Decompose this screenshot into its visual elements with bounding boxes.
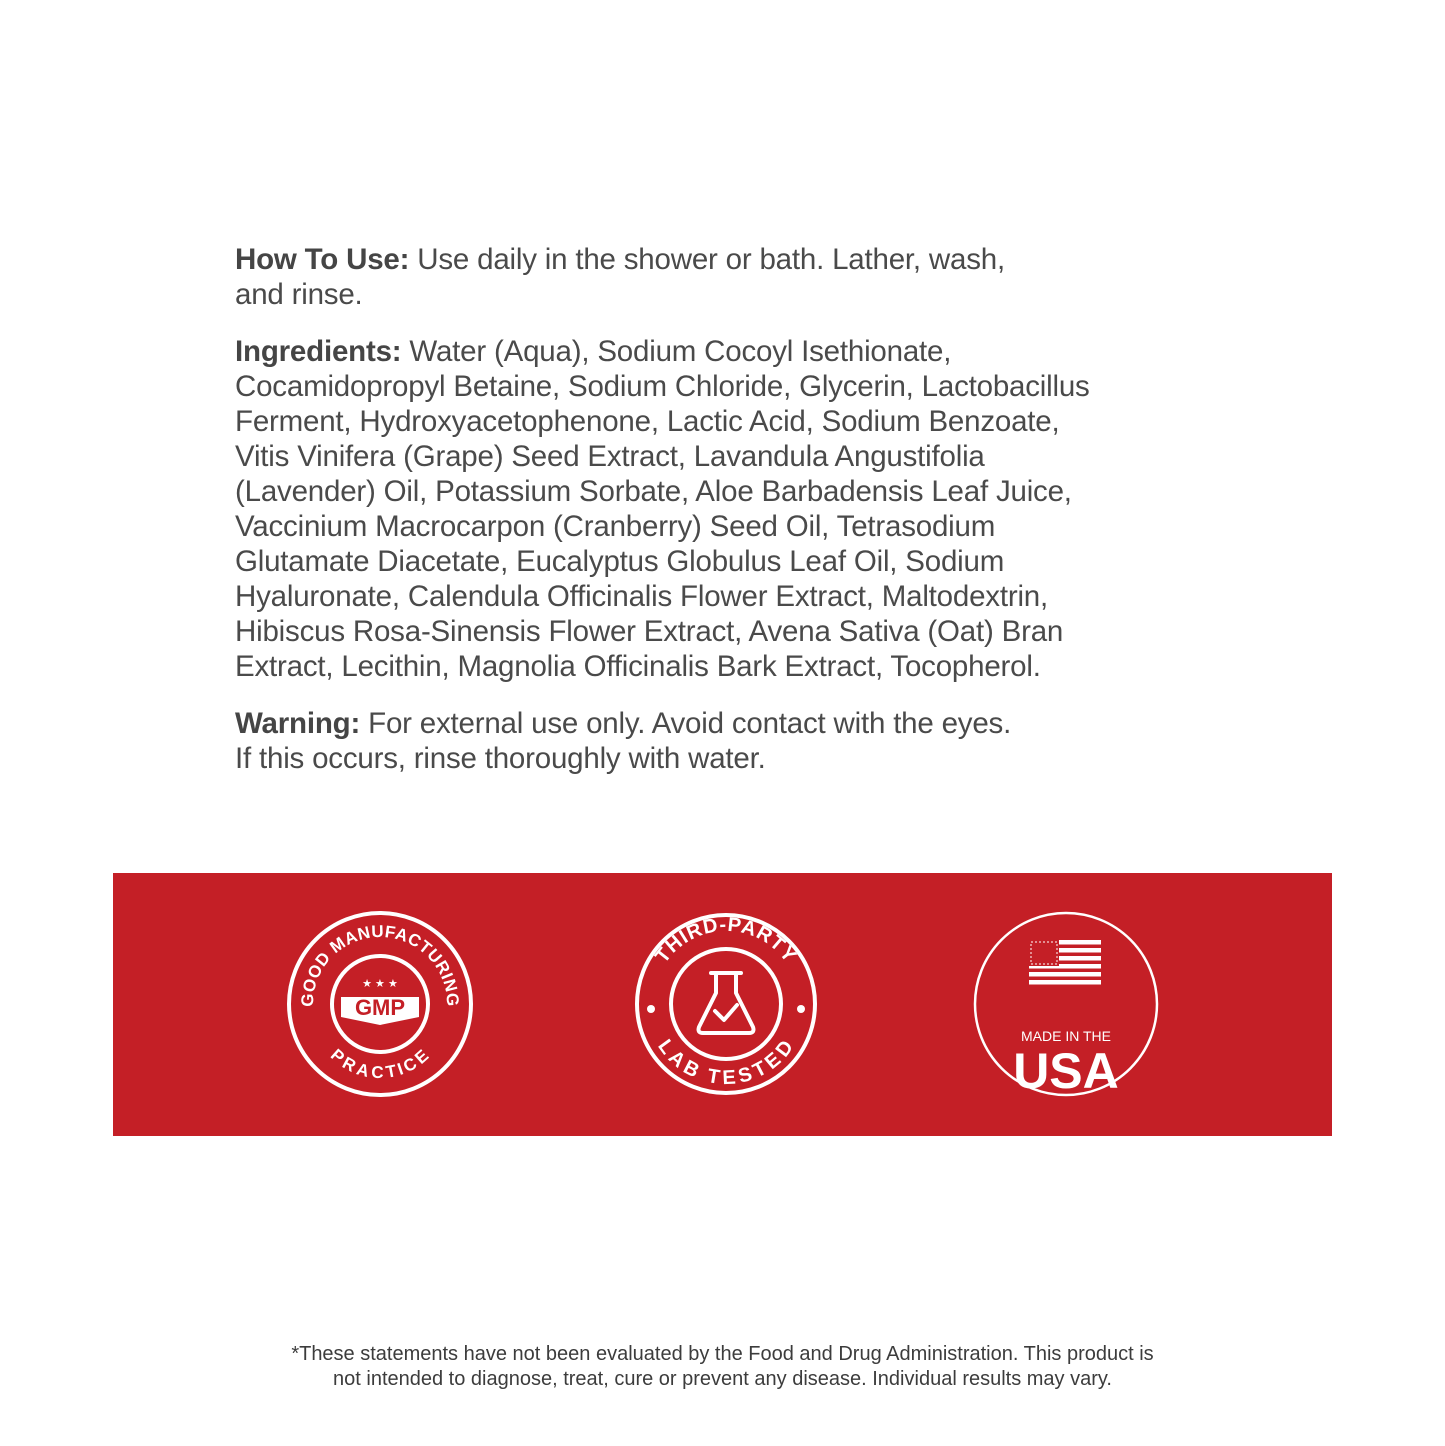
ingredients-line: (Lavender) Oil, Potassium Sorbate, Aloe Barbadensis Leaf Juice, [235, 475, 1072, 508]
lab-top-arc-text: THIRD-PARTY [651, 913, 801, 968]
svg-text:LAB TESTED [653, 1036, 798, 1090]
lab-bottom-arc-text: LAB TESTED [653, 1035, 799, 1090]
ingredients-line: Cocamidopropyl Betaine, Sodium Chloride, Glycerin, Lactobacillus [235, 370, 1090, 403]
fda-disclaimer [200, 1342, 1245, 1392]
flask-check-icon [699, 973, 754, 1033]
ingredients-section [235, 334, 1215, 684]
ingredients-line: Extract, Lecithin, Magnolia Officinalis Bark Extract, Tocopherol. [235, 650, 1041, 683]
usa-text: USA [1013, 1043, 1119, 1099]
ingredients-line: Ferment, Hydroxyacetophenone, Lactic Acid, Sodium Benzoate, [235, 405, 1060, 438]
disclaimer-line-2: not intended to diagnose, treat, cure or prevent any disease. Individual results may vary. [333, 1368, 1112, 1390]
svg-text:THIRD-PARTY [651, 914, 801, 967]
gmp-center-text: GMP [354, 995, 406, 1020]
warning-section [235, 706, 1215, 776]
lab-tested-badge [631, 909, 821, 1099]
ingredients-line: Vaccinium Macrocarpon (Cranberry) Seed Oil, Tetrasodium [235, 510, 996, 543]
ingredients-line: Water (Aqua), Sodium Cocoyl Isethionate, [409, 335, 952, 368]
gmp-badge [285, 909, 475, 1099]
how-to-use-line-2: and rinse. [235, 278, 363, 311]
gmp-top-arc-text: GOOD MANUFACTURING [297, 921, 463, 1008]
warning-label: Warning: [235, 707, 361, 740]
made-in-the-text: MADE IN THE [1021, 1028, 1111, 1044]
ingredients-line: Vitis Vinifera (Grape) Seed Extract, Lavandula Angustifolia [235, 440, 985, 473]
certification-band [113, 873, 1332, 1136]
made-in-usa-badge [971, 909, 1161, 1099]
how-to-use-line-1: Use daily in the shower or bath. Lather, wash, [417, 243, 1005, 276]
star-icon: ★ ★ ★ [362, 978, 398, 990]
how-to-use-section [235, 242, 1215, 312]
warning-line-2: If this occurs, rinse thoroughly with water. [235, 742, 766, 775]
gmp-bottom-arc-text: PRACTICE [326, 1045, 434, 1083]
product-info [235, 242, 1215, 798]
ingredients-line: Hyaluronate, Calendula Officinalis Flower Extract, Maltodextrin, [235, 580, 1049, 613]
ingredients-label: Ingredients: [235, 335, 402, 368]
how-to-use-label: How To Use: [235, 243, 410, 276]
us-flag-icon [1029, 940, 1101, 985]
disclaimer-line-1: *These statements have not been evaluated by the Food and Drug Administration. This product is [291, 1343, 1154, 1365]
ingredients-line: Hibiscus Rosa-Sinensis Flower Extract, Avena Sativa (Oat) Bran [235, 615, 1064, 648]
warning-line-1: For external use only. Avoid contact with the eyes. [368, 707, 1012, 740]
ingredients-line: Glutamate Diacetate, Eucalyptus Globulus Leaf Oil, Sodium [235, 545, 1005, 578]
